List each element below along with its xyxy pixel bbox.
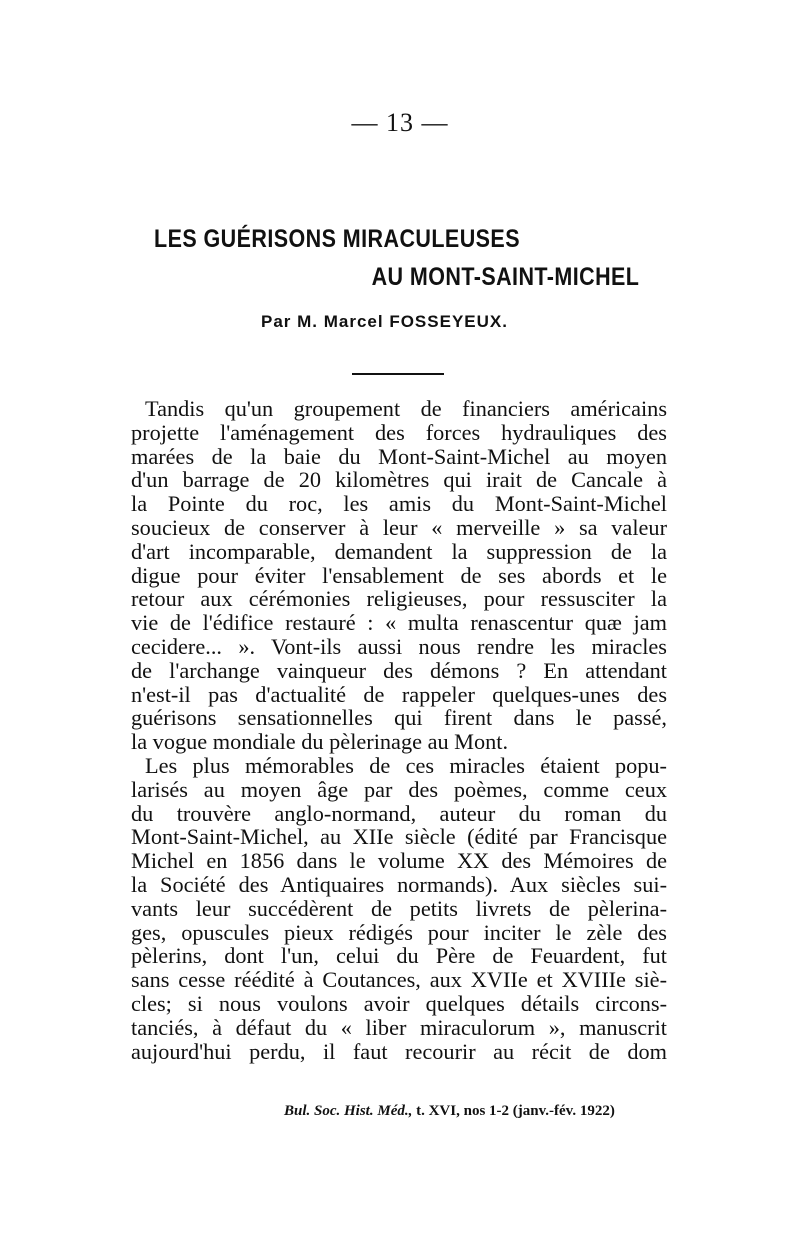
body-line: ges, opuscules pieux rédigés pour inciter le zèle des [131, 919, 667, 945]
body-line: vants leur succédèrent de petits livrets de pèlerina- [131, 895, 667, 921]
body-line: la Pointe du roc, les amis du Mont-Saint-Michel [131, 491, 667, 517]
body-line: pèlerins, dont l'un, celui du Père de Feuardent, fut [131, 943, 667, 969]
body-line: Tandis qu'un groupement de financiers américains [145, 396, 667, 421]
body-line: de l'archange vainqueur des démons ? En attendant [131, 657, 667, 683]
body-line: cecidere... ». Vont-ils aussi nous rendre les miracles [131, 633, 667, 659]
body-line: digue pour éviter l'ensablement de ses abords et le [131, 562, 667, 588]
body-line: retour aux cérémonies religieuses, pour ressusciter la [131, 586, 667, 612]
body-line: Les plus mémorables de ces miracles étaient popu- [145, 752, 667, 778]
body-line: projette l'aménagement des forces hydrauliques des [131, 419, 667, 445]
body-line: tanciés, à défaut du « liber miraculorum », manuscrit [131, 1014, 667, 1040]
journal-name: Bul. Soc. Hist. Méd., [284, 1103, 413, 1119]
body-line: sans cesse réédité à Coutances, aux XVIIe et XVIIIe siè- [131, 967, 667, 993]
body-line: soucieux de conserver à leur « merveille » sa valeur [131, 514, 667, 540]
body-line: du trouvère anglo-normand, auteur du roman du [131, 800, 667, 826]
body-line: la vogue mondiale du pèlerinage au Mont. [131, 729, 509, 755]
body-line: marées de la baie du Mont-Saint-Michel au moyen [131, 443, 667, 469]
body-line: n'est-il pas d'actualité de rappeler quelques-unes des [131, 681, 667, 707]
separator-rule [352, 373, 444, 375]
journal-citation [284, 1103, 615, 1120]
article-author: Par M. Marcel FOSSEYEUX. [261, 312, 508, 331]
article-title-line-1: LES GUÉRISONS MIRACULEUSES [154, 225, 520, 253]
body-line: d'art incomparable, demandent la suppression de la [131, 538, 667, 564]
body-line: vie de l'édifice restauré : « multa renascentur quæ jam [131, 610, 667, 636]
article-body [131, 397, 667, 1063]
body-line: guérisons sensationnelles qui firent dans le passé, [131, 705, 667, 731]
body-line: cles; si nous voulons avoir quelques détails circons- [131, 990, 667, 1016]
body-line: Michel en 1856 dans le volume XX des Mémoires de [131, 848, 667, 874]
article-title-line-2: AU MONT-SAINT-MICHEL [371, 263, 639, 291]
journal-issue: t. XVI, nos 1-2 (janv.-fév. 1922) [416, 1103, 615, 1119]
page-number: — 13 — [351, 108, 449, 137]
body-line: Mont-Saint-Michel, au XIIe siècle (édité par Francisque [131, 824, 667, 850]
body-line: la Société des Antiquaires normands). Aux siècles sui- [131, 871, 667, 897]
body-line: larisés au moyen âge par des poèmes, comme ceux [131, 776, 667, 802]
body-line: aujourd'hui perdu, il faut recourir au récit de dom [131, 1038, 667, 1064]
body-line: d'un barrage de 20 kilomètres qui irait de Cancale à [131, 467, 667, 493]
